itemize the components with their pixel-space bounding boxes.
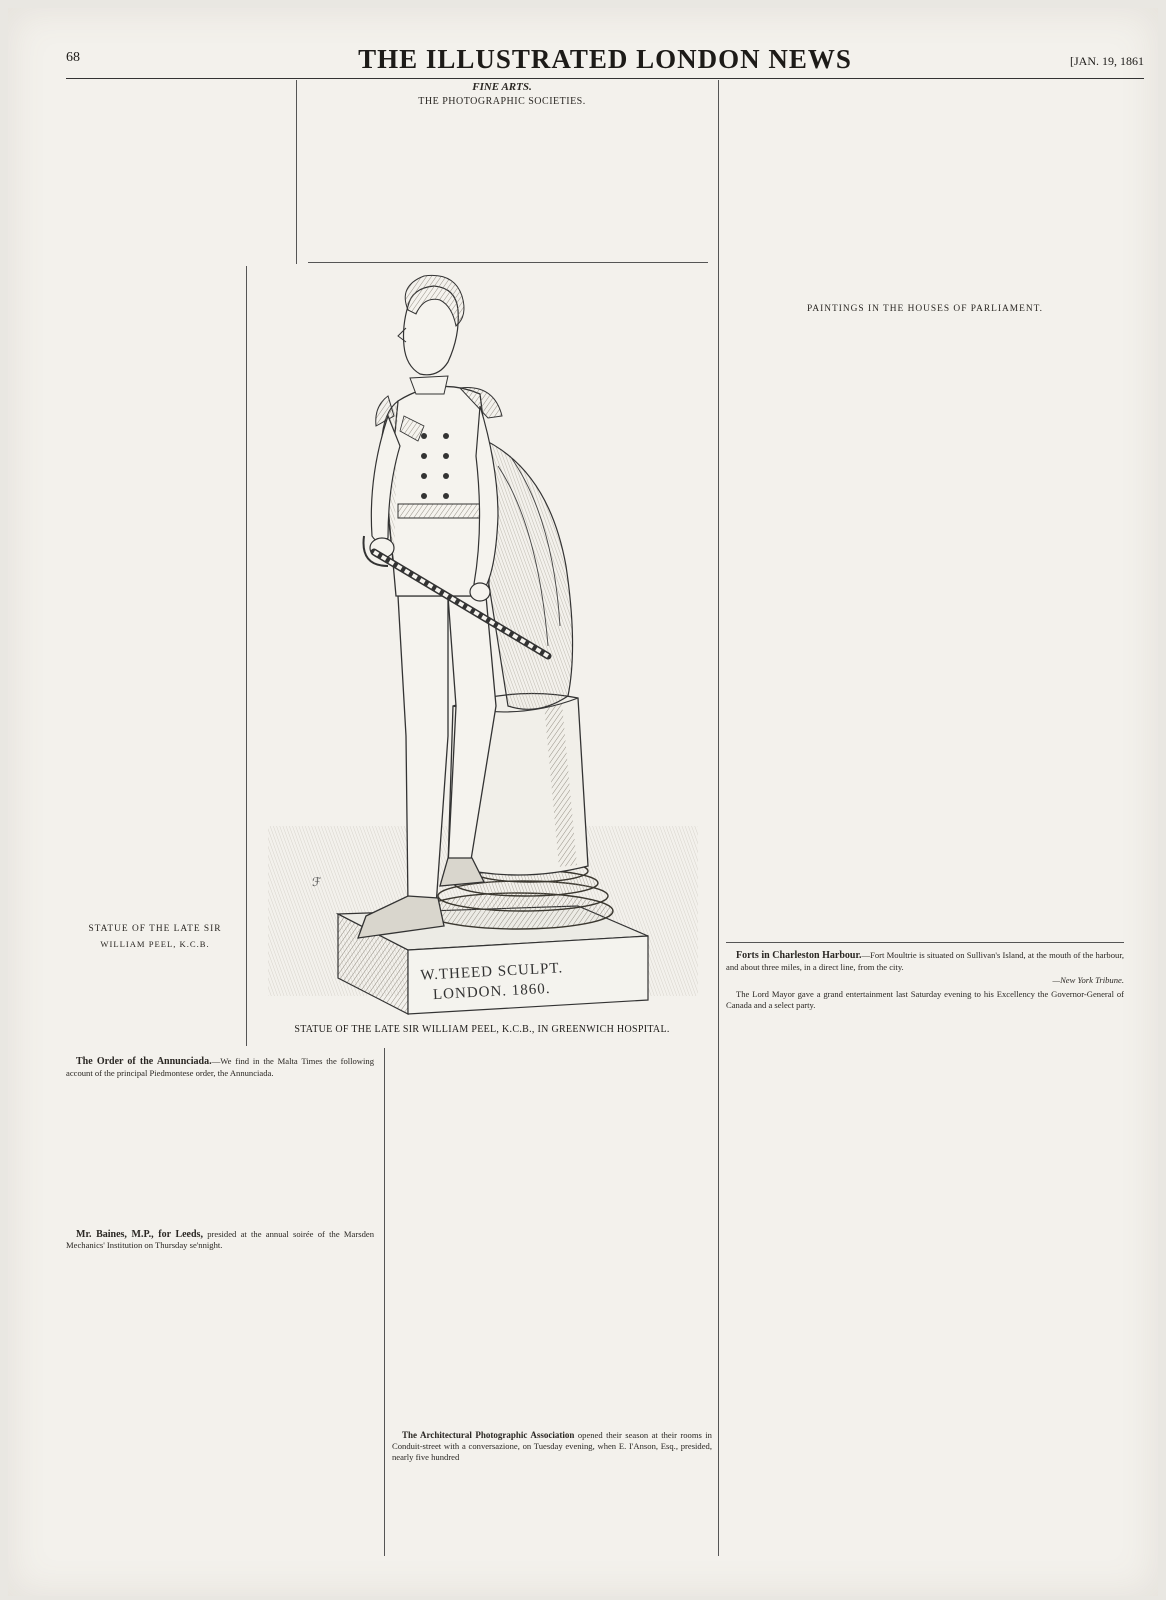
engraver-monogram: ℱ [312,875,322,889]
body-text [66,264,244,275]
body-text [66,80,284,91]
section-rule [308,262,708,263]
column-rule [718,80,719,1556]
forts-article [726,950,1124,1556]
forts-lead: Forts in Charleston Harbour. [736,950,862,961]
order-annunciada-intro: —We find in the Malta Times the following account of the principal Piedmontese order, the Annunciada. [66,1056,374,1078]
column-2-bottom [392,1048,712,1554]
column-rule [246,266,247,1046]
statue-article-title-2: WILLIAM PEEL, K.C.B. [100,938,210,949]
newspaper-title: THE ILLUSTRATED LONDON NEWS [358,44,852,74]
section-header-fine-arts: FINE ARTS. [472,81,532,93]
mr-baines-intro: presided at the annual soirée of the Marsden Mechanics' Institution on Thursday se'nnight. [66,1228,374,1251]
fine-arts-block [304,80,700,264]
column-rule [384,1048,385,1556]
paintings-header: PAINTINGS IN THE HOUSES OF PARLIAMENT. [807,304,1043,314]
order-annunciada-lead: The Order of the Annunciada. [76,1056,212,1067]
issue-date: [JAN. 19, 1861 [1070,54,1144,68]
section-rule [726,942,1124,943]
forts-attribution: —New York Tribune. [1052,974,1124,985]
illustration-caption: STATUE OF THE LATE SIR WILLIAM PEEL, K.C.B., IN GREENWICH HOSPITAL. [294,1024,670,1035]
forts-intro: —Fort Moultrie is situated on Sullivan's Island, at the mouth of the harbour, and about three miles, in a direct line, from the city. [726,950,1124,972]
statue-article-title-1: STATUE OF THE LATE SIR [88,924,222,934]
paintings-article [726,300,1124,932]
body-text [726,80,1124,91]
statue-article [66,920,244,1048]
newspaper-page [8,8,1158,1596]
page-number: 68 [66,50,80,65]
architectural-assoc-intro: opened their season at their rooms in Conduit-street with a conversazione, on Tuesday evening, when E. I'Anson, Esq., presided, nearly five hundred [392,1430,712,1462]
statue-engraving [248,266,716,1022]
column-1-top [66,80,284,264]
column-1-narrow [66,264,244,916]
lord-mayor-text: The Lord Mayor gave a grand entertainment last Saturday evening to his Excellency the Governor-General of Canada and a select party. [726,989,1124,1011]
architectural-assoc-lead: The Architectural Photographic Association [402,1430,575,1440]
mr-baines-lead: Mr. Baines, M.P., for Leeds, [76,1228,203,1240]
masthead [66,44,1144,79]
plinth-inscription-1: W.THEED SCULPT. [420,960,564,984]
photographic-societies-subheader: THE PHOTOGRAPHIC SOCIETIES. [418,95,586,107]
column-rule [296,80,297,264]
plinth-inscription-2: LONDON. 1860. [432,980,551,1004]
column-1-bottom [66,1048,374,1554]
column-4-top [726,80,1124,300]
statue-illustration [248,266,716,1022]
